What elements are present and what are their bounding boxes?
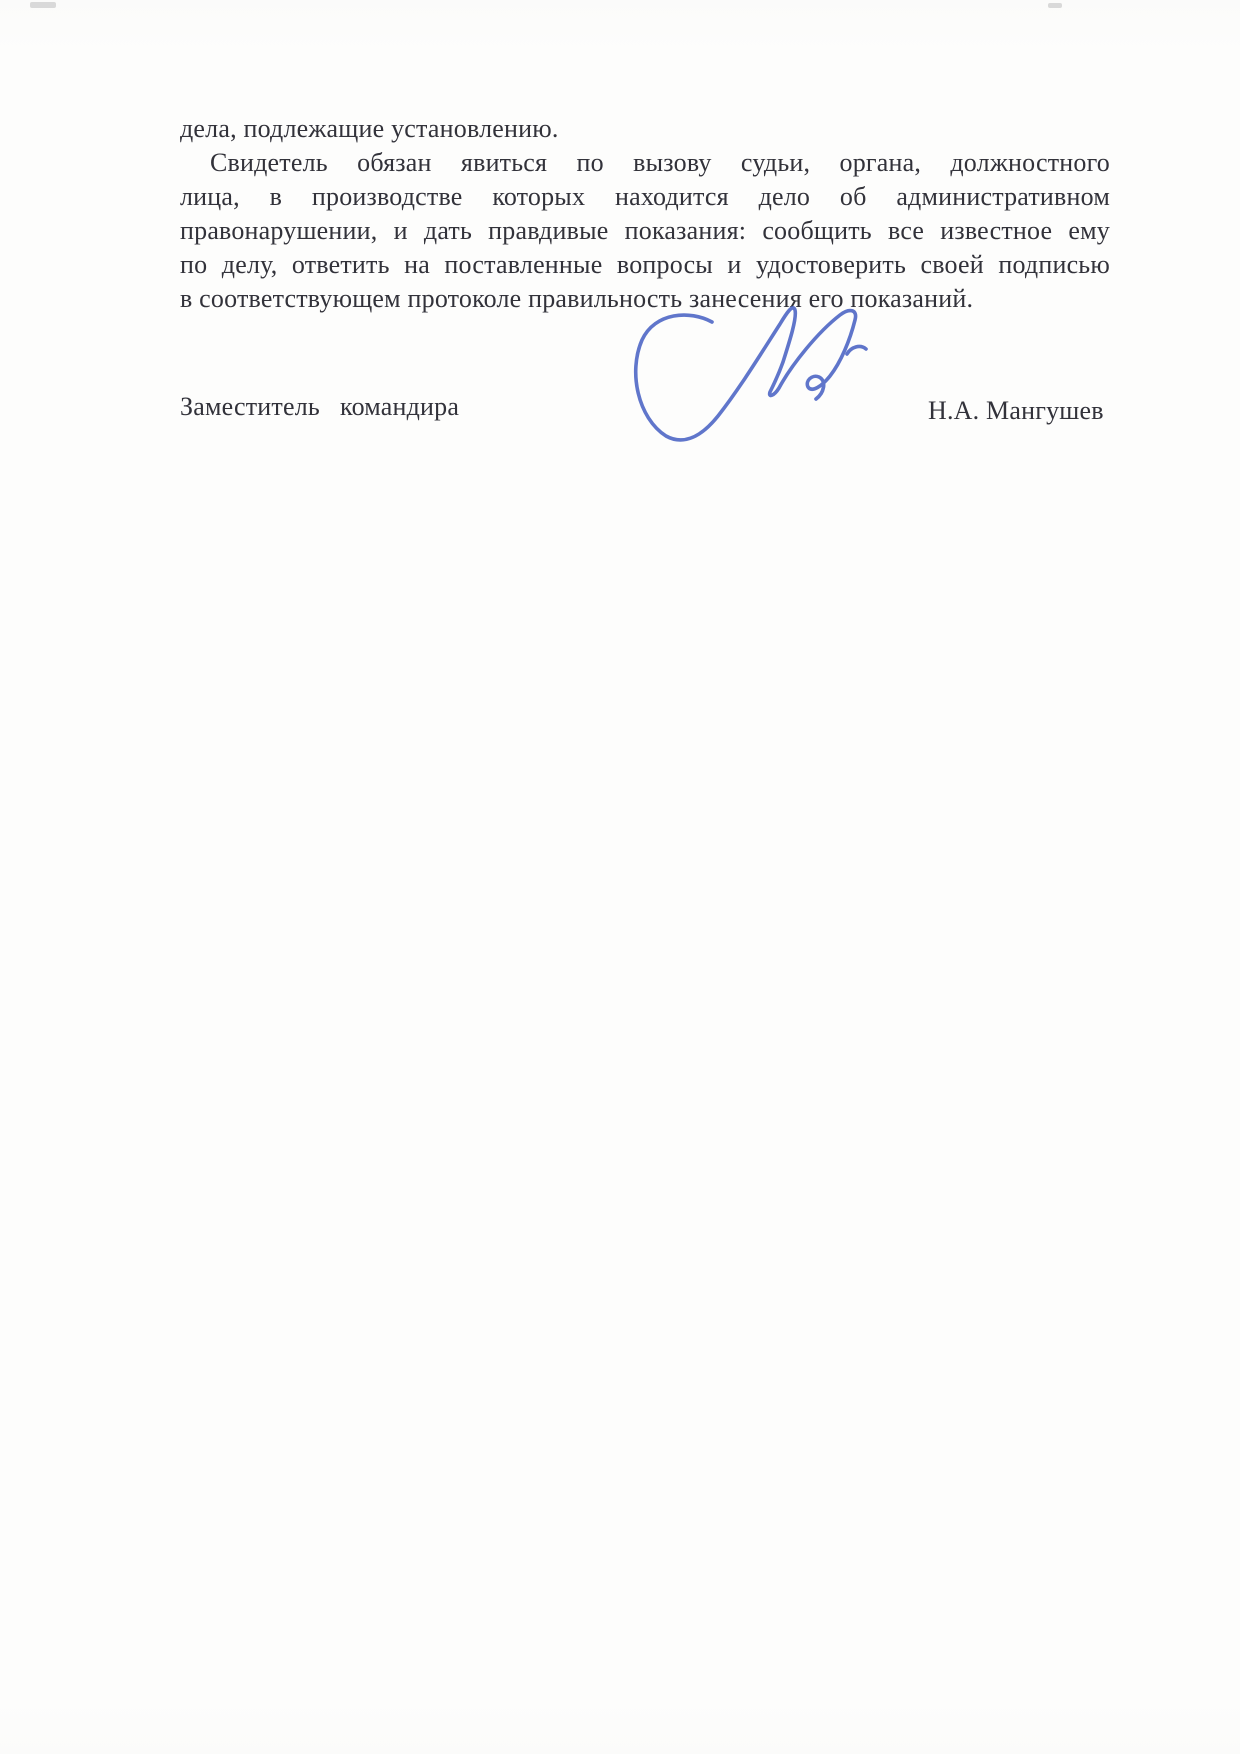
signatory-name: Н.А. Мангушев	[928, 396, 1104, 425]
paragraph-line: правонарушении, и дать правдивые показания: сообщить все известное ему	[180, 216, 1110, 245]
signoff-row	[180, 390, 1110, 430]
position-title: Заместитель командира	[180, 392, 460, 421]
scan-artifact	[1048, 3, 1062, 8]
document-body	[180, 112, 1110, 316]
paragraph-line: лица, в производстве которых находится дело об административном	[180, 182, 1110, 211]
paragraph-line: в соответствующем протоколе правильность занесения его показаний.	[180, 284, 974, 313]
signature-tick-stroke	[847, 347, 866, 354]
paragraph-end-line: дела, подлежащие установлению.	[180, 114, 559, 143]
scan-artifact	[30, 2, 56, 8]
paragraph-line: Свидетель обязан явиться по вызову судьи, органа, должностного	[210, 148, 1110, 177]
paragraph-line: по делу, ответить на поставленные вопросы и удостоверить своей подписью	[180, 250, 1110, 279]
